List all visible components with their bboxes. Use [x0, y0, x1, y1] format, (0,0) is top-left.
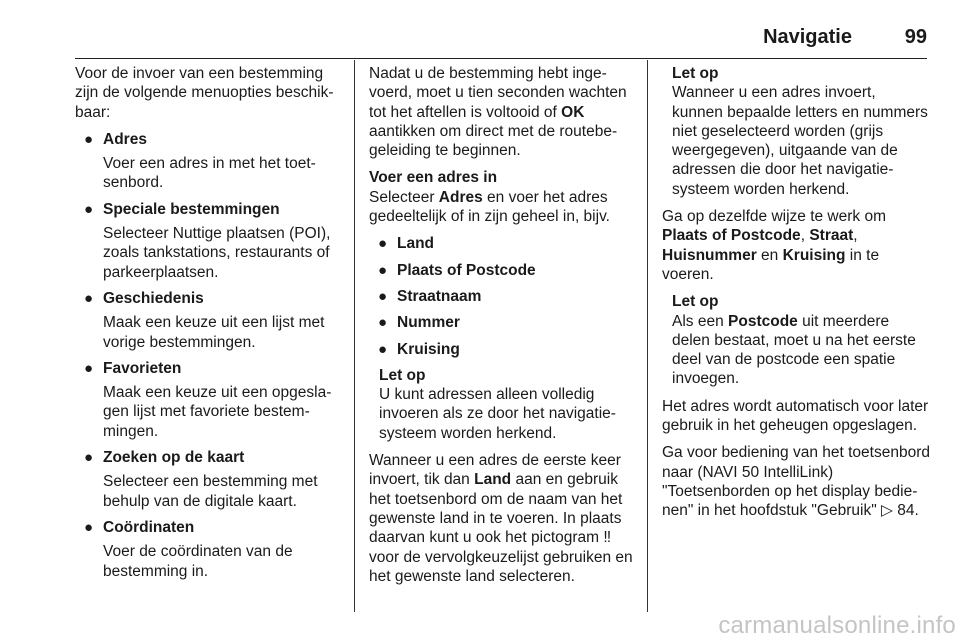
list-item: ● Plaats of Postcode: [378, 261, 536, 279]
bullet-icon: ●: [378, 340, 388, 358]
option-label: Favorieten: [103, 359, 182, 377]
ok-term: OK: [561, 103, 585, 121]
bullet-icon: ●: [378, 261, 388, 279]
paragraph: Ga op dezelfde wijze te werk om Plaats of Postcode, Straat, Huisnummer en Kruising in te voeren.: [662, 208, 886, 283]
option-label: Adres: [103, 130, 147, 148]
paragraph: Wanneer u een adres de eerste keer invoert, tik dan Land aan en gebruik het toetsenbord om de naam van het gewenste land in te voeren. In plaats daarvan kunt u ook het pictogram ‼ voor de vervolgkeuzelijst gebruiken en het gewenste land selecteren.: [369, 452, 633, 585]
note-block: [662, 64, 930, 199]
bullet-icon: ●: [84, 130, 94, 148]
column-divider-2: [647, 60, 648, 612]
option-label: Coördinaten: [103, 518, 195, 536]
option-label: Geschiedenis: [103, 289, 204, 307]
bullet-icon: ●: [378, 235, 388, 253]
list-item: ● Land: [378, 235, 435, 253]
bullet-icon: ●: [378, 314, 388, 332]
page-number: 99: [904, 26, 927, 48]
bullet-icon: ●: [84, 359, 94, 377]
note-block: [369, 366, 637, 443]
paragraph: Het adres wordt automatisch voor later gebruik in het geheugen opgeslagen.: [662, 397, 929, 435]
bullet-icon: ●: [84, 289, 94, 307]
page-title: Navigatie: [763, 26, 852, 48]
list-item: [75, 200, 345, 282]
note-block: [662, 292, 930, 388]
menu-options-list: [75, 130, 345, 581]
list-item: ● Kruising: [378, 340, 460, 358]
option-label: Zoeken op de kaart: [103, 449, 245, 467]
list-item: ● Nummer: [378, 314, 460, 332]
land-term: Land: [474, 471, 512, 489]
column-1: [75, 64, 345, 588]
list-item: [75, 448, 345, 511]
address-parts-list: [369, 234, 637, 358]
column-3: [662, 64, 930, 529]
paragraph: Selecteer Adres en voer het adres gedeeltelijk of in zijn geheel in, bijv.: [369, 188, 610, 226]
option-desc: Voer een adres in met het toetsenbord.: [103, 155, 316, 192]
watermark: carmanualsonline.info: [718, 612, 956, 639]
option-label: Speciale bestemmingen: [103, 200, 280, 218]
paragraph: Ga voor bediening van het toetsenbord naar (NAVI 50 IntelliLink) "Toetsenborden op het display bedienen" in het hoofdstuk "Gebruik" ▷ 84.: [662, 444, 930, 520]
intro-text: Voor de invoer van een bestemming zijn de volgende menuopties beschikbaar:: [75, 65, 334, 121]
note-heading: Let op: [672, 293, 719, 311]
page-header: [75, 22, 927, 59]
bullet-icon: ●: [84, 449, 94, 467]
adres-term: Adres: [438, 188, 483, 206]
list-item: [75, 289, 345, 352]
option-desc: Maak een keuze uit een lijst met vorige bestemmingen.: [103, 314, 325, 351]
bullet-icon: ●: [84, 518, 94, 536]
section-heading: Voer een adres in: [369, 169, 498, 187]
list-item: [75, 359, 345, 441]
column-2: [369, 64, 637, 594]
option-desc: Voer de coördinaten van de bestemming in.: [103, 543, 293, 580]
note-text: Als een Postcode uit meerdere delen bestaat, moet u na het eerste deel van de postcode een spatie invoegen.: [672, 312, 916, 388]
option-desc: Maak een keuze uit een opgeslagen lijst met favoriete bestemmingen.: [103, 384, 332, 440]
bullet-icon: ●: [378, 287, 388, 305]
dropdown-list-icon: ‼: [603, 529, 612, 547]
paragraph: Nadat u de bestemming hebt ingevoerd, moet u tien seconden wachten tot het aftellen is voltooid of OK aantikken om direct met de routebegeleiding te beginnen.: [369, 65, 627, 160]
page-reference-icon: ▷: [881, 502, 893, 520]
note-heading: Let op: [379, 366, 426, 384]
list-item: [75, 130, 345, 193]
option-desc: Selecteer een bestemming met behulp van de digitale kaart.: [103, 473, 318, 510]
bullet-icon: ●: [84, 200, 94, 218]
list-item: ● Straatnaam: [378, 287, 482, 305]
note-text: U kunt adressen alleen volledig invoeren als ze door het navigatiesysteem worden herkend.: [379, 386, 616, 442]
note-heading: Let op: [672, 65, 719, 82]
option-desc: Selecteer Nuttige plaatsen (POI), zoals tankstations, restaurants of parkeerplaatsen.: [103, 225, 331, 281]
note-text: Wanneer u een adres invoert, kunnen bepaalde letters en nummers niet geselecteerd worden (grijs weergegeven), uitgaande van de adressen die door het navigatiesysteem worden herkend.: [672, 84, 928, 198]
list-item: [75, 518, 345, 581]
column-divider-1: [354, 60, 355, 612]
